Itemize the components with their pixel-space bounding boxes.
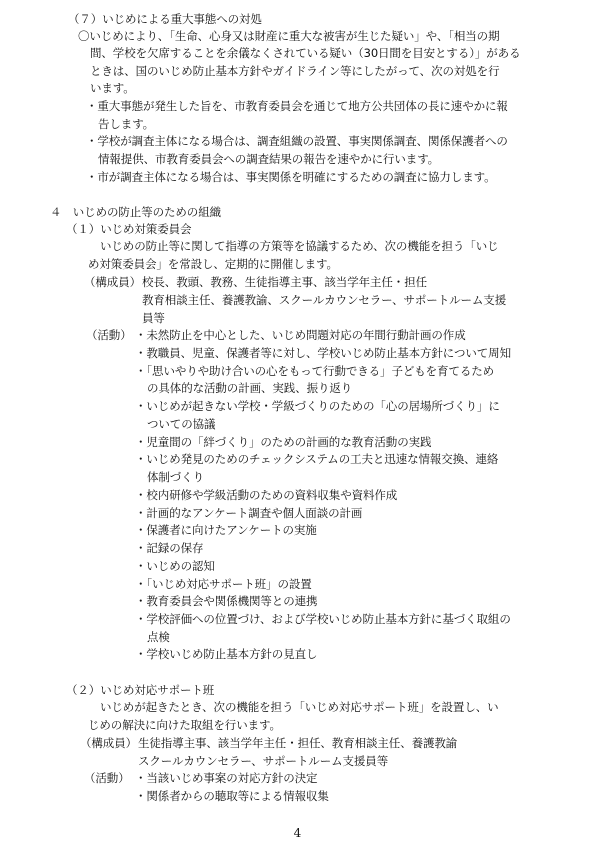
members-list: 校長、教頭、教務、生徒指導主事、該当学年主任・担任 — [142, 275, 427, 289]
section-7-heading: （７）いじめによる重大事態への対処 — [68, 12, 262, 26]
subsection-1-heading: （１）いじめ対策委員会 — [66, 222, 192, 236]
members-list: 教育相談主任、養護教諭、スクールカウンセラー、サポートルーム支援 — [142, 293, 507, 307]
activity-item: ・当該いじめ事案の対応方針の決定 — [135, 771, 318, 785]
members-label: （構成員） — [80, 736, 137, 750]
activities-label: （活動） — [86, 328, 132, 342]
activity-item: ・児童間の「絆づくり」のための計画的な教育活動の実践 — [135, 435, 432, 449]
members-list: 員等 — [142, 311, 165, 325]
subsection-2-intro: じめの解決に向けた取組を行います。 — [88, 718, 281, 732]
activity-item: ・いじめ発見のためのチェックシステムの工夫と迅速な情報交換、連絡 — [135, 452, 499, 466]
activity-item: ・「いじめ対応サポート班」の設置 — [135, 577, 312, 591]
activity-item: ・教職員、児童、保護者等に対し、学校いじめ防止基本方針について周知 — [135, 346, 511, 360]
section-7-paragraph-line: 間、学校を欠席することを余儀なくされている疑い（30日間を目安とする）」がある — [90, 46, 521, 60]
section-7-bullet-continued: 告します。 — [98, 117, 155, 131]
activity-item-continued: の具体的な活動の計画、実践、振り返り — [147, 381, 353, 395]
activities-label: （活動） — [84, 771, 130, 785]
activity-item: ・未然防止を中心とした、いじめ問題対応の年間行動計画の作成 — [135, 328, 466, 342]
activity-item: ・学校いじめ防止基本方針の見直し — [135, 647, 318, 661]
activity-item: ・「思いやりや助け合いの心をもって行動できる」子どもを育てるため — [135, 364, 495, 378]
section-7-bullet-continued: 情報提供、市教育委員会への調査結果の報告を速やかに行います。 — [98, 152, 440, 166]
section-4-heading: ４ いじめの防止等のための組織 — [50, 205, 221, 219]
activity-item-continued: ついての協議 — [147, 417, 216, 431]
section-7-bullet: ・学校が調査主体になる場合は、調査組織の設置、事実関係調査、関係保護者への — [86, 134, 508, 148]
activity-item: ・いじめの認知 — [135, 559, 215, 573]
subsection-2-intro: いじめが起きたとき、次の機能を担う「いじめ対応サポート班」を設置し、い — [100, 700, 499, 714]
activity-item: ・記録の保存 — [135, 541, 204, 555]
activity-item: ・関係者からの聴取等による情報収集 — [135, 789, 329, 803]
section-7-bullet: ・市が調査主体になる場合は、事実関係を明確にするための調査に協力します。 — [86, 170, 496, 184]
section-7-paragraph-line: ときは、国のいじめ防止基本方針やガイドライン等にしたがって、次の対処を行 — [90, 64, 500, 78]
subsection-1-intro: め対策委員会」を常設し、定期的に開催します。 — [88, 257, 338, 271]
members-label: （構成員） — [84, 275, 141, 289]
section-7-paragraph-line: 〇いじめにより、「生命、心身又は財産に重大な被害が生じた疑い」や、「相当の期 — [78, 29, 500, 43]
activity-item: ・教育委員会や関係機関等との連携 — [135, 594, 318, 608]
subsection-1-intro: いじめの防止等に関して指導の方策等を協議するため、次の機能を担う「いじ — [100, 239, 499, 253]
activity-item-continued: 体制づくり — [147, 470, 204, 484]
activity-item: ・校内研修や学級活動のための資料収集や資料作成 — [135, 488, 398, 502]
members-list: 生徒指導主事、該当学年主任・担任、教育相談主任、養護教諭 — [138, 736, 458, 750]
members-list: スクールカウンセラー、サポートルーム支援員等 — [138, 754, 389, 768]
activity-item: ・いじめが起きない学校・学級づくりのための「心の居場所づくり」に — [135, 399, 500, 413]
section-7-bullet: ・重大事態が発生した旨を、市教育委員会を通じて地方公共団体の長に速やかに報 — [86, 99, 508, 113]
page-number: 4 — [293, 826, 302, 840]
section-7-paragraph-line: います。 — [90, 81, 135, 95]
activity-item-continued: 点検 — [147, 630, 170, 644]
subsection-2-heading: （２）いじめ対応サポート班 — [66, 683, 215, 697]
activity-item: ・保護者に向けたアンケートの実施 — [135, 523, 317, 537]
activity-item: ・計画的なアンケート調査や個人面談の計画 — [135, 506, 363, 520]
activity-item: ・学校評価への位置づけ、および学校いじめ防止基本方針に基づく取組の — [135, 612, 511, 626]
